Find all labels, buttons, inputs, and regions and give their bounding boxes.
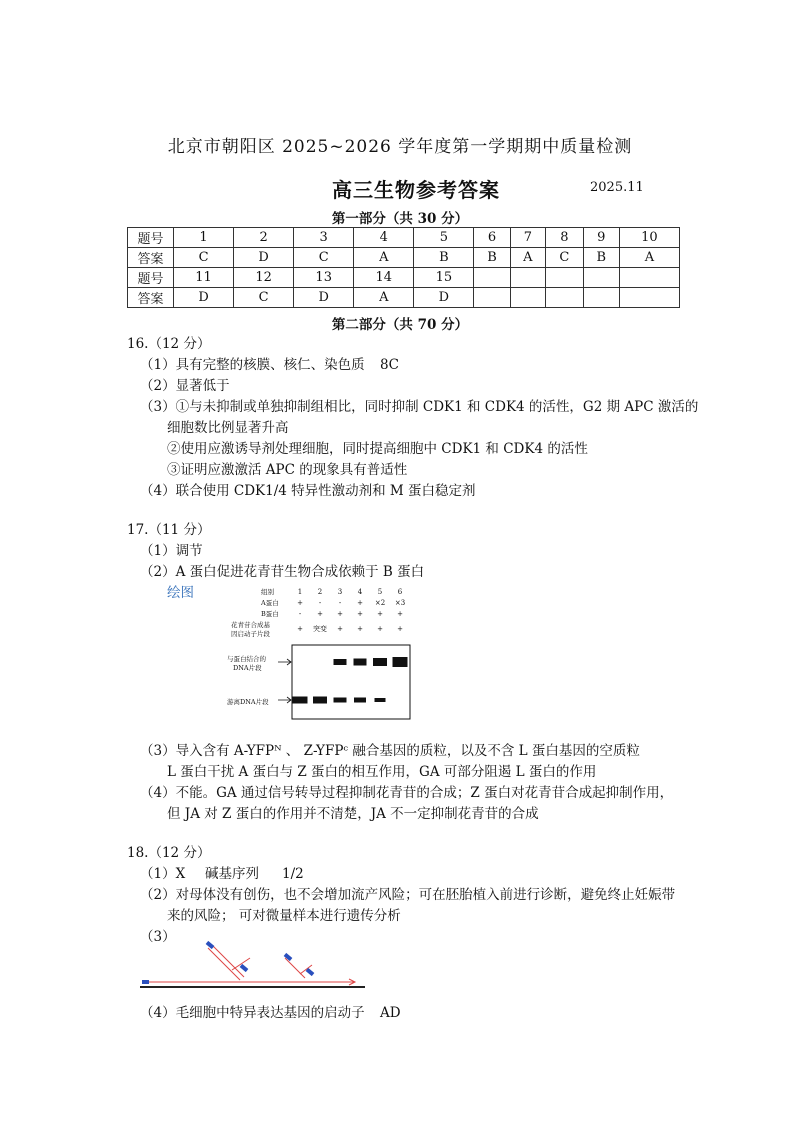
gel-f-label-2: 因启动子片段 — [231, 630, 270, 638]
answer-cell: A — [354, 248, 414, 268]
gel-a-cell: + — [297, 599, 303, 607]
question-number-cell — [474, 268, 510, 288]
page-title: 高三生物参考答案 — [332, 178, 500, 202]
question-number-cell: 2 — [234, 228, 294, 248]
q18-header: 18.（12 分） — [127, 845, 211, 861]
question-number-cell: 14 — [354, 268, 414, 288]
q16-answer-4: （4）联合使用 CDK1/4 特异性激动剂和 M 蛋白稳定剂 — [140, 483, 476, 499]
gel-b-cell: + — [317, 610, 323, 618]
gel-bound-arrow — [278, 659, 291, 665]
row-label-question: 题号 — [128, 228, 174, 248]
branch-strand-4 — [285, 958, 305, 978]
question-number-cell: 10 — [619, 228, 679, 248]
answer-cell — [583, 288, 619, 308]
answer-cell: C — [546, 248, 584, 268]
primer-marker — [206, 941, 215, 949]
part2-heading: 第二部分（共 70 分） — [331, 317, 469, 333]
q18-answer-3: （3） — [140, 929, 176, 945]
gel-a-label: A蛋白 — [261, 599, 279, 607]
gel-b-cell: + — [397, 610, 403, 618]
gel-groups-cell: 4 — [357, 588, 363, 596]
q17-answer-3b: L 蛋白干扰 A 蛋白与 Z 蛋白的相互作用，GA 可部分阻遏 L 蛋白的作用 — [167, 764, 597, 780]
gel-frame — [292, 645, 410, 719]
gel-bound-label-1: 与蛋白结合的 — [227, 655, 266, 663]
answer-cell: A — [510, 248, 546, 268]
gel-bound-band — [354, 659, 367, 666]
answer-cell: B — [583, 248, 619, 268]
gel-a-cell: - — [318, 599, 322, 607]
gel-a-cell: - — [338, 599, 342, 607]
question-number-cell: 5 — [414, 228, 474, 248]
q17-answer-3a: （3）导入含有 A-YFPᴺ 、 Z-YFPᶜ 融合基因的质粒，以及不含 L 蛋白基因的空质粒 — [140, 743, 640, 759]
q18-answer-1a: （1）X — [140, 866, 186, 882]
gel-f-cell: + — [377, 625, 383, 633]
answer-cell: D — [294, 288, 354, 308]
gel-groups-cell: 2 — [317, 588, 323, 596]
q18-answer-2b: 来的风险； 可对微量样本进行遗传分析 — [167, 908, 401, 924]
question-number-cell: 11 — [174, 268, 234, 288]
gel-bound-band — [373, 658, 387, 666]
question-number-cell — [546, 268, 584, 288]
row-label-answer: 答案 — [128, 288, 174, 308]
question-number-cell: 3 — [294, 228, 354, 248]
question-number-cell: 4 — [354, 228, 414, 248]
q17-header: 17.（11 分） — [127, 522, 211, 538]
q17-answer-4b: 但 JA 对 Z 蛋白的作用并不清楚，JA 不一定抑制花青苷的合成 — [167, 806, 539, 822]
q16-answer-1-value: 8C — [380, 357, 399, 373]
answer-cell — [546, 288, 584, 308]
answer-cell: C — [294, 248, 354, 268]
q18-answer-4b: AD — [380, 1005, 401, 1021]
gel-free-label: 游离DNA片段 — [227, 698, 269, 706]
q18-answer-2a: （2）对母体没有创伤，也不会增加流产风险；可在胚胎植入前进行诊断，避免终止妊娠带 — [140, 887, 676, 903]
q17-answer-2: （2）A 蛋白促进花青苷生物合成依赖于 B 蛋白 — [140, 564, 425, 580]
answer-cell — [474, 288, 510, 308]
exam-date: 2025.11 — [590, 180, 644, 195]
gel-f-cell: + — [337, 625, 343, 633]
part1-heading: 第一部分（共 30 分） — [331, 211, 469, 227]
question-number-cell: 12 — [234, 268, 294, 288]
row-label-question: 题号 — [128, 268, 174, 288]
question-number-cell: 9 — [583, 228, 619, 248]
gel-b-cell: + — [377, 610, 383, 618]
answer-cell: C — [234, 288, 294, 308]
exam-school-line: 北京市朝阳区 2025~2026 学年度第一学期期中质量检测 — [167, 137, 633, 157]
gel-f-label-1: 花青苷合成基 — [231, 621, 270, 629]
gel-group-label: 组别 — [261, 588, 274, 596]
gel-b-cell: + — [357, 610, 363, 618]
question-number-cell — [583, 268, 619, 288]
gel-groups-cell: 6 — [397, 588, 403, 596]
gel-a-cell: ×2 — [374, 599, 386, 607]
gel-f-cell: + — [357, 625, 363, 633]
question-number-row — [128, 228, 680, 248]
gel-b-cell: - — [298, 610, 302, 618]
q17-answer-4a: （4）不能。GA 通过信号转导过程抑制花青苷的合成；Z 蛋白对花青苷合成起抑制作用， — [140, 785, 674, 801]
row-label-answer: 答案 — [128, 248, 174, 268]
gel-b-cell: + — [337, 610, 343, 618]
gel-free-band — [354, 698, 366, 703]
q16-answer-2: （2）显著低于 — [140, 378, 230, 394]
gel-f-cell: + — [397, 625, 403, 633]
q16-answer-3c: ②使用应激诱导剂处理细胞，同时提高细胞中 CDK1 和 CDK4 的活性 — [167, 441, 588, 457]
primer-marker — [284, 953, 293, 961]
q16-answer-3b: 细胞数比例显著升高 — [167, 420, 289, 436]
gel-f-cell: + — [297, 625, 303, 633]
question-number-cell: 7 — [510, 228, 546, 248]
answer-cell: D — [234, 248, 294, 268]
answer-cell: D — [174, 288, 234, 308]
gel-free-band — [313, 697, 327, 704]
q16-header: 16.（12 分） — [127, 336, 211, 352]
answer-row — [128, 288, 680, 308]
question-number-cell: 8 — [546, 228, 584, 248]
answer-cell — [510, 288, 546, 308]
gel-free-band — [293, 697, 308, 704]
branch-strand-2 — [212, 945, 244, 977]
q16-answer-3d: ③证明应激激活 APC 的现象具有普适性 — [167, 462, 408, 478]
answer-cell — [619, 288, 679, 308]
gel-groups-cell: 3 — [337, 588, 343, 596]
answer-cell: B — [474, 248, 510, 268]
answer-cell: B — [414, 248, 474, 268]
gel-a-cell: ×3 — [394, 599, 406, 607]
question-number-row — [128, 268, 680, 288]
gel-groups-cell: 5 — [377, 588, 383, 596]
answer-cell: A — [354, 288, 414, 308]
gel-bound-label-2: DNA片段 — [233, 664, 262, 672]
gel-a-cell: + — [357, 599, 363, 607]
branch-strand-1 — [208, 948, 240, 980]
gel-bound-band — [393, 657, 408, 667]
question-number-cell: 6 — [474, 228, 510, 248]
gel-figure — [225, 583, 415, 723]
q18-answer-4a: （4）毛细胞中特异表达基因的启动子 — [140, 1005, 365, 1021]
question-number-cell: 15 — [414, 268, 474, 288]
question-number-cell — [510, 268, 546, 288]
q17-answer-1: （1）调节 — [140, 543, 203, 559]
gel-free-band — [334, 698, 347, 703]
gel-f-cell: 突变 — [313, 625, 327, 633]
q18-answer-1b: 碱基序列 — [205, 866, 259, 882]
question-number-cell: 13 — [294, 268, 354, 288]
q17-draw-label: 绘图 — [167, 585, 194, 601]
gel-b-label: B蛋白 — [261, 610, 279, 618]
answer-cell: A — [619, 248, 679, 268]
gel-free-band — [375, 698, 386, 702]
answer-row — [128, 248, 680, 268]
q16-answer-3a: （3）①与未抑制或单独抑制组相比，同时抑制 CDK1 和 CDK4 的活性，G2 期 APC 激活的 — [140, 399, 699, 415]
q16-answer-1: （1）具有完整的核膜、核仁、染色质 — [140, 357, 365, 373]
question-number-cell — [619, 268, 679, 288]
answer-table — [127, 227, 680, 308]
q18-answer-1c: 1/2 — [282, 866, 304, 882]
answer-cell: C — [174, 248, 234, 268]
primer-marker — [142, 980, 149, 984]
dna-diagram — [140, 940, 365, 1000]
question-number-cell: 1 — [174, 228, 234, 248]
gel-groups-cell: 1 — [297, 588, 303, 596]
primer-marker — [240, 964, 249, 972]
answer-cell: D — [414, 288, 474, 308]
gel-bound-band — [334, 659, 347, 665]
gel-free-arrow — [278, 697, 291, 703]
